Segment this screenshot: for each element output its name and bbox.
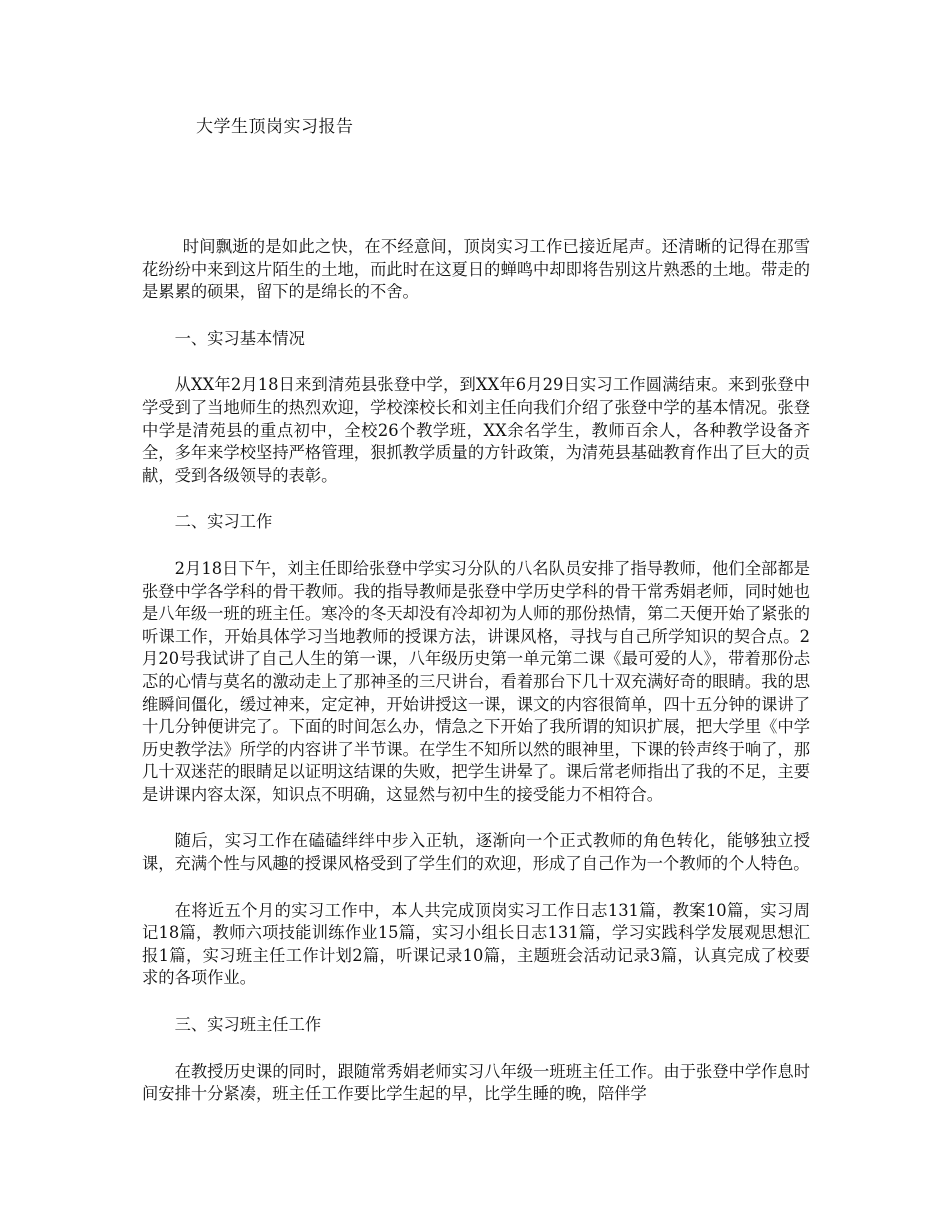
basic-info-paragraph: 从XX年2月18日来到清苑县张登中学，到XX年6月29日实习工作圆满结束。来到张登中学受到了当地师生的热烈欢迎，学校滦校长和刘主任向我们介绍了张登中学的基本情况。张登中学是清苑县的重点初中，全校26个教学班，XX余名学生，教师百余人，各种教学设备齐全，多年来学校坚持严格管理，狠抓教学质量的方针政策，为清苑县基础教育作出了巨大的贡献，受到各级领导的表彰。 [142,375,810,485]
internship-work-paragraph-1: 2月18日下午，刘主任即给张登中学实习分队的八名队员安排了指导教师，他们全部都是张登中学各学科的骨干教师。我的指导教师是张登中学历史学科的骨干常秀娟老师，同时她也是八年级一班的班主任。寒冷的冬天却没有冷却初为人师的那份热情，第二天便开始了紧张的听课工作，开始具体学习当地教师的授课方法，讲课风格，寻找与自己所学知识的契合点。2月20号我试讲了自己人生的第一课，八年级历史第一单元第二课《最可爱的人》，带着那份忐忑的心情与莫名的激动走上了那神圣的三尺讲台，看着那台下几十双充满好奇的眼睛。我的思维瞬间僵化，缓过神来，定定神，开始讲授这一课，课文的内容很简单，四十五分钟的课讲了十几分钟便讲完了。下面的时间怎么办，情急之下开始了我所谓的知识扩展，把大学里《中学历史教学法》所学的内容讲了半节课。在学生不知所以然的眼神里，下课的铃声终于响了，那几十双迷茫的眼睛足以证明这结课的失败，把学生讲晕了。课后常老师指出了我的不足，主要是讲课内容太深，知识点不明确，这显然与初中生的接受能力不相符合。 [142,558,810,804]
internship-work-paragraph-2: 随后，实习工作在磕磕绊绊中步入正轨，逐渐向一个正式教师的角色转化，能够独立授课，充满个性与风趣的授课风格受到了学生们的欢迎，形成了自己作为一个教师的个人特色。 [142,831,810,874]
internship-work-paragraph-3: 在将近五个月的实习工作中，本人共完成顶岗实习工作日志131篇，教案10篇，实习周记18篇，教师六项技能训练作业15篇，实习小组长日志131篇，学习实践科学发展观思想汇报1篇，实习班主任工作计划2篇，听课记录10篇，主题班会活动记录3篇，认真完成了校要求的各项作业。 [142,900,810,988]
section-heading-internship-work: 二、实习工作 [174,512,273,532]
intro-paragraph: 时间飘逝的是如此之快，在不经意间，顶岗实习工作已接近尾声。还清晰的记得在那雪花纷纷中来到这片陌生的土地，而此时在这夏日的蝉鸣中却即将告别这片熟悉的土地。带走的是累累的硕果，留下的是绵长的不舍。 [142,237,810,302]
section-heading-class-teacher-work: 三、实习班主任工作 [174,1015,322,1035]
class-teacher-work-paragraph: 在教授历史课的同时，跟随常秀娟老师实习八年级一班班主任工作。由于张登中学作息时间安排十分紧凑，班主任工作要比学生起的早，比学生睡的晚，陪伴学 [142,1061,810,1104]
document-title: 大学生顶岗实习报告 [196,117,354,137]
section-heading-basic-info: 一、实习基本情况 [174,328,305,348]
document-body [142,236,810,1130]
